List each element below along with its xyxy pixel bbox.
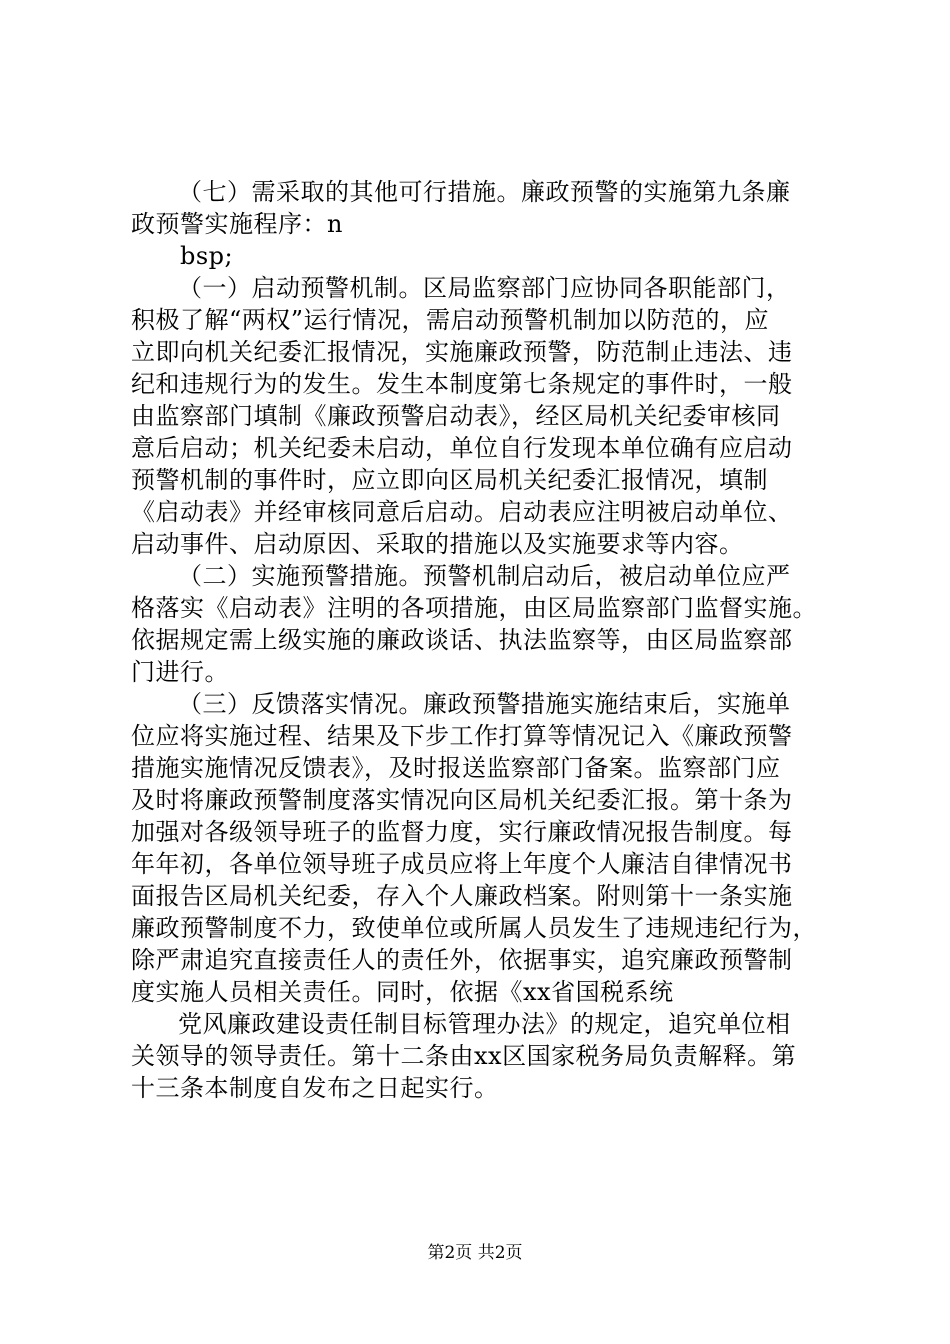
text-line: bsp;: [180, 242, 234, 270]
text-line: 预警机制的事件时，应立即向区局机关纪委汇报情况，填制: [131, 466, 768, 494]
text-line: （二）实施预警措施。预警机制启动后，被启动单位应严: [178, 562, 791, 590]
text-line: 关领导的领导责任。第十二条由xx区国家税务局负责解释。第: [131, 1042, 797, 1070]
text-line: 及时将廉政预警制度落实情况向区局机关纪委汇报。第十条为: [131, 786, 793, 814]
text-line: 年年初，各单位领导班子成员应将上年度个人廉洁自律情况书: [131, 850, 793, 878]
text-line: 位应将实施过程、结果及下步工作打算等情况记入《廉政预警: [131, 722, 793, 750]
text-line: 由监察部门填制《廉政预警启动表》，经区局机关纪委审核同: [131, 402, 781, 430]
text-line: 依据规定需上级实施的廉政谈话、执法监察等，由区局监察部: [131, 626, 793, 654]
text-line: 积极了解“两权”运行情况，需启动预警机制加以防范的，应: [131, 306, 770, 334]
text-line: 面报告区局机关纪委，存入个人廉政档案。附则第十一条实施: [131, 882, 793, 910]
text-line: 格落实《启动表》注明的各项措施，由区局监察部门监督实施。: [131, 594, 817, 622]
text-line: （七）需采取的其他可行措施。廉政预警的实施第九条廉: [178, 178, 791, 206]
text-line: 措施实施情况反馈表》，及时报送监察部门备案。监察部门应: [131, 754, 781, 782]
text-line: 门进行。: [131, 658, 229, 686]
text-line: （一）启动预警机制。区局监察部门应协同各职能部门，: [178, 274, 791, 302]
text-line: 廉政预警制度不力，致使单位或所属人员发生了违规违纪行为，: [131, 914, 817, 942]
text-line: 纪和违规行为的发生。发生本制度第七条规定的事件时，一般: [131, 370, 793, 398]
text-line: 《启动表》并经审核同意后启动。启动表应注明被启动单位、: [131, 498, 793, 526]
text-line: 党风廉政建设责任制目标管理办法》的规定，追究单位相: [178, 1010, 791, 1038]
text-line: 加强对各级领导班子的监督力度，实行廉政情况报告制度。每: [131, 818, 793, 846]
text-line: 启动事件、启动原因、采取的措施以及实施要求等内容。: [131, 530, 744, 558]
text-line: 度实施人员相关责任。同时，依据《xx省国税系统: [131, 978, 674, 1006]
text-line: 十三条本制度自发布之日起实行。: [131, 1074, 499, 1102]
text-line: 除严肃追究直接责任人的责任外，依据事实，追究廉政预警制: [131, 946, 793, 974]
text-line: 政预警实施程序：n: [131, 210, 343, 238]
text-line: （三）反馈落实情况。廉政预警措施实施结束后，实施单: [178, 690, 791, 718]
text-line: 意后启动；机关纪委未启动，单位自行发现本单位确有应启动: [131, 434, 793, 462]
text-line: 立即向机关纪委汇报情况，实施廉政预警，防范制止违法、违: [131, 338, 793, 366]
page-number-footer: 第2页 共2页: [427, 1243, 523, 1263]
